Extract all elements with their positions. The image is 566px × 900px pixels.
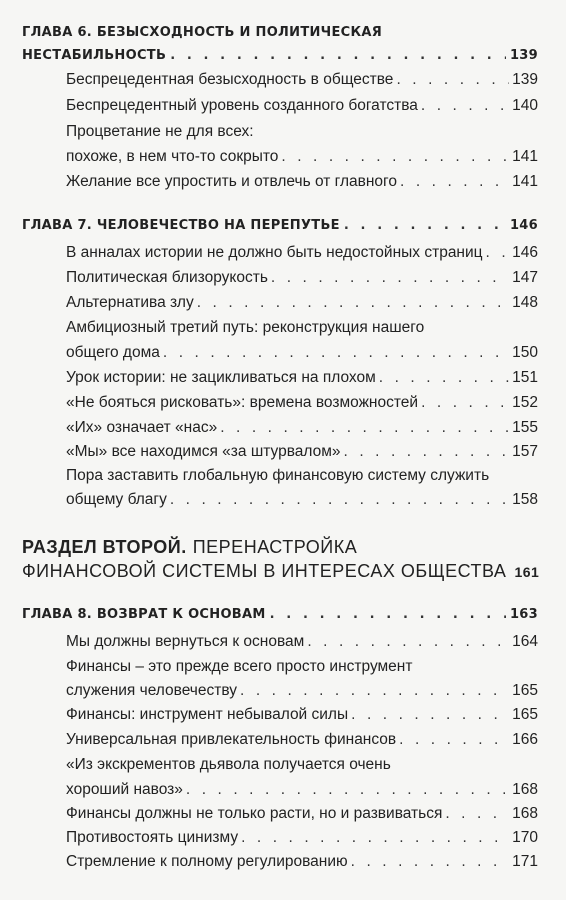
entry-title: похоже, в нем что-то сокрыто <box>66 148 279 165</box>
leader-dots <box>486 244 510 262</box>
entry-title: Урок истории: не зацикливаться на плохом <box>66 369 376 386</box>
entry-page: 165 <box>512 706 538 723</box>
leader-dots <box>445 805 509 823</box>
entry-title: Пора заставить глобальную финансовую систему служить <box>66 467 490 484</box>
entry-page: 155 <box>512 419 538 436</box>
leader-dots <box>421 394 509 412</box>
leader-dots <box>351 706 509 724</box>
toc-entry <box>66 394 538 418</box>
toc-entry <box>66 756 538 780</box>
entry-title: «Не бояться рисковать»: времена возможностей <box>66 394 419 411</box>
toc-entry <box>66 419 538 443</box>
entry-title: Беспрецедентная безысходность в обществе <box>66 71 394 88</box>
entry-title: Политическая близорукость <box>66 269 268 286</box>
entry-page: 168 <box>512 781 538 798</box>
toc-entry <box>66 853 538 877</box>
toc-entry <box>66 244 538 268</box>
leader-dots <box>344 218 506 233</box>
toc-entry <box>66 294 538 318</box>
toc-entry <box>66 269 538 293</box>
entry-title: Финансы: инструмент небывалой силы <box>66 706 349 723</box>
entry-title: В анналах истории не должно быть недостойных страниц <box>66 244 483 261</box>
toc-entry <box>66 71 538 95</box>
toc-entry <box>66 706 538 730</box>
entry-page: 139 <box>512 71 538 88</box>
entry-title: Финансы должны не только расти, но и развиваться <box>66 805 443 822</box>
toc-entry <box>66 97 538 121</box>
chapter-8-title-line <box>22 607 538 631</box>
toc-entry <box>66 123 538 147</box>
entry-page: 146 <box>512 244 538 261</box>
section-2-label: РАЗДЕЛ ВТОРОЙ. <box>22 537 187 557</box>
toc-entry <box>66 829 538 853</box>
entry-page: 157 <box>512 443 538 460</box>
toc-entry <box>66 731 538 755</box>
toc-entry <box>66 805 538 829</box>
chapter-6-title-line-2 <box>22 48 538 72</box>
toc-entry <box>66 443 538 467</box>
entry-page: 168 <box>512 805 538 822</box>
entry-title: служения человечеству <box>66 682 237 699</box>
entry-page: 152 <box>512 394 538 411</box>
entry-title: общему благу <box>66 491 167 508</box>
section-2-title-text-1: ПЕРЕНАСТРОЙКА <box>192 537 358 557</box>
entry-title: Беспрецедентный уровень созданного богатства <box>66 97 418 114</box>
entry-page: 150 <box>512 344 538 361</box>
leader-dots <box>270 607 506 622</box>
leader-dots <box>396 71 509 89</box>
toc-entry <box>66 173 538 197</box>
leader-dots <box>281 148 509 166</box>
entry-title: Финансы – это прежде всего просто инструмент <box>66 658 413 675</box>
entry-page: 141 <box>512 148 538 165</box>
entry-page: 140 <box>512 97 538 114</box>
leader-dots <box>379 369 509 387</box>
leader-dots <box>170 48 506 63</box>
toc-entry <box>66 369 538 393</box>
leader-dots <box>271 269 509 287</box>
leader-dots <box>400 173 509 191</box>
toc-entry <box>66 319 538 343</box>
entry-page: 147 <box>512 269 538 286</box>
entry-page: 158 <box>512 491 538 508</box>
leader-dots <box>241 829 509 847</box>
chapter-7-title-line <box>22 218 538 242</box>
leader-dots <box>351 853 509 871</box>
entry-title: Альтернатива злу <box>66 294 194 311</box>
entry-title: «Из экскрементов дьявола получается очень <box>66 756 391 773</box>
chapter-8-title-text: ГЛАВА 8. ВОЗВРАТ К ОСНОВАМ <box>22 607 266 622</box>
entry-title: Желание все упростить и отвлечь от главного <box>66 173 397 190</box>
leader-dots <box>344 443 510 461</box>
leader-dots <box>421 97 509 115</box>
section-2-title-line-2 <box>22 561 538 589</box>
entry-title: Противостоять цинизму <box>66 829 239 846</box>
entry-page: 148 <box>512 294 538 311</box>
leader-dots <box>170 491 509 509</box>
entry-title: «Мы» все находимся «за штурвалом» <box>66 443 341 460</box>
toc-entry <box>66 658 538 682</box>
leader-dots <box>220 419 509 437</box>
entry-title: Процветание не для всех: <box>66 123 254 140</box>
chapter-8-page: 163 <box>509 607 538 622</box>
leader-dots <box>163 344 509 362</box>
entry-page: 151 <box>512 369 538 386</box>
chapter-7-page: 146 <box>509 218 538 233</box>
entry-title: Мы должны вернуться к основам <box>66 633 305 650</box>
toc-entry <box>66 682 538 706</box>
toc-entry <box>66 781 538 805</box>
leader-dots <box>240 682 509 700</box>
section-2-title-text-2: ФИНАНСОВОЙ СИСТЕМЫ В ИНТЕРЕСАХ ОБЩЕСТВА <box>22 561 507 581</box>
toc-entry <box>66 491 538 515</box>
toc-entry <box>66 344 538 368</box>
leader-dots <box>186 781 509 799</box>
entry-page: 166 <box>512 731 538 748</box>
entry-title: Универсальная привлекательность финансов <box>66 731 397 748</box>
leader-dots <box>307 633 509 651</box>
entry-title: общего дома <box>66 344 160 361</box>
entry-page: 165 <box>512 682 538 699</box>
toc-entry <box>66 633 538 657</box>
entry-title: «Их» означает «нас» <box>66 419 218 436</box>
entry-title: хороший навоз» <box>66 781 183 798</box>
entry-title: Стремление к полному регулированию <box>66 853 348 870</box>
chapter-6-page: 139 <box>509 48 538 63</box>
entry-page: 141 <box>512 173 538 190</box>
entry-title: Амбициозный третий путь: реконструкция нашего <box>66 319 425 336</box>
entry-page: 170 <box>512 829 538 846</box>
chapter-6-title-text-1: ГЛАВА 6. БЕЗЫСХОДНОСТЬ И ПОЛИТИЧЕСКАЯ <box>22 25 383 40</box>
chapter-6-title-text-2: НЕСТАБИЛЬНОСТЬ <box>22 48 167 63</box>
leader-dots <box>197 294 509 312</box>
chapter-7-title-text: ГЛАВА 7. ЧЕЛОВЕЧЕСТВО НА ПЕРЕПУТЬЕ <box>22 218 340 233</box>
toc-entry <box>66 148 538 172</box>
chapter-6-title-line-1 <box>22 25 538 49</box>
section-2-page: 161 <box>514 564 540 580</box>
entry-page: 164 <box>512 633 538 650</box>
toc-entry <box>66 467 538 491</box>
entry-page: 171 <box>512 853 538 870</box>
leader-dots <box>399 731 509 749</box>
